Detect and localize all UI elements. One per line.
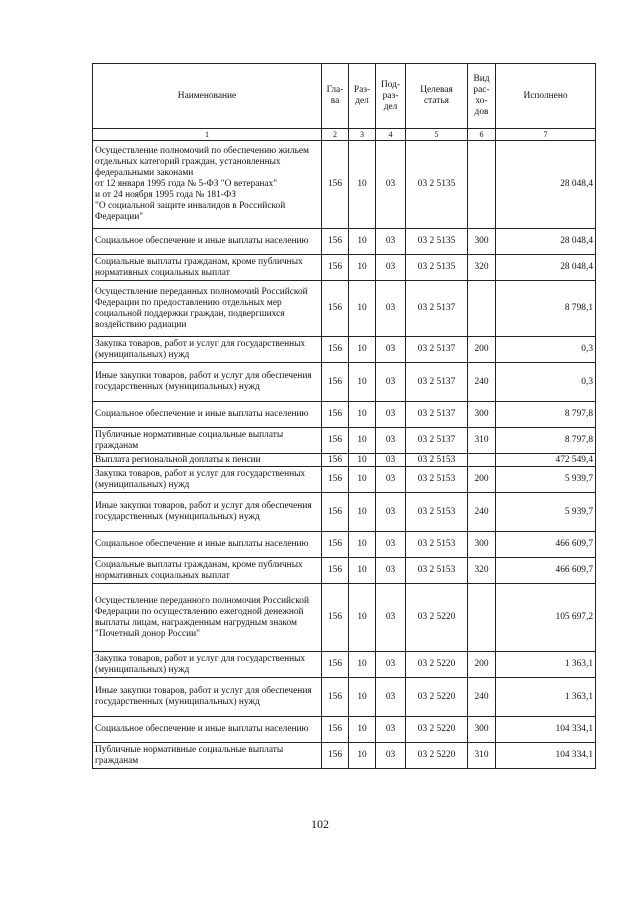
table-row	[93, 428, 596, 454]
cell-celevaya: 03 2 5153	[406, 493, 468, 532]
cell-razdel: 10	[349, 584, 376, 652]
cell-celevaya: 03 2 5135	[406, 229, 468, 255]
table-row	[93, 584, 596, 652]
header-row	[93, 64, 596, 129]
cell-name: Социальные выплаты гражданам, кроме публичных нормативных социальных выплат	[93, 558, 322, 584]
page-number: 102	[311, 817, 329, 831]
cell-ispolneno: 104 334,1	[496, 717, 596, 743]
header-ispolneno: Исполнено	[496, 64, 596, 129]
cell-vid: 200	[468, 337, 496, 363]
cell-celevaya: 03 2 5220	[406, 584, 468, 652]
header-razdel: Раз- дел	[349, 64, 376, 129]
cell-ispolneno: 1 363,1	[496, 652, 596, 678]
cell-razdel: 10	[349, 717, 376, 743]
cell-name: Осуществление переданного полномочия Российской Федерации по осуществлению ежегодной денежной выплаты лицам, награжденным нагрудным знаком "Почетный донор России"	[93, 584, 322, 652]
cell-razdel: 10	[349, 229, 376, 255]
cell-vid: 200	[468, 467, 496, 493]
cell-celevaya: 03 2 5220	[406, 652, 468, 678]
cell-ispolneno: 28 048,4	[496, 141, 596, 229]
cell-ispolneno: 8 797,8	[496, 428, 596, 454]
column-number: 2	[322, 129, 349, 141]
cell-vid: 200	[468, 652, 496, 678]
cell-name: Закупка товаров, работ и услуг для государственных (муниципальных) нужд	[93, 652, 322, 678]
cell-podrazdel: 03	[376, 428, 406, 454]
cell-razdel: 10	[349, 281, 376, 337]
cell-glava: 156	[322, 558, 349, 584]
cell-glava: 156	[322, 229, 349, 255]
table-row	[93, 363, 596, 402]
table-row	[93, 402, 596, 428]
cell-ispolneno: 8 798,1	[496, 281, 596, 337]
cell-podrazdel: 03	[376, 493, 406, 532]
table-row	[93, 255, 596, 281]
cell-razdel: 10	[349, 255, 376, 281]
cell-ispolneno: 466 609,7	[496, 558, 596, 584]
cell-name: Социальное обеспечение и иные выплаты населению	[93, 229, 322, 255]
cell-vid: 300	[468, 402, 496, 428]
cell-podrazdel: 03	[376, 141, 406, 229]
cell-celevaya: 03 2 5220	[406, 743, 468, 769]
cell-razdel: 10	[349, 454, 376, 467]
cell-glava: 156	[322, 743, 349, 769]
cell-ispolneno: 5 939,7	[496, 493, 596, 532]
cell-glava: 156	[322, 402, 349, 428]
table-row	[93, 678, 596, 717]
cell-vid	[468, 141, 496, 229]
cell-name: Социальное обеспечение и иные выплаты населению	[93, 717, 322, 743]
cell-vid: 300	[468, 532, 496, 558]
column-number-row	[93, 129, 596, 141]
table-row	[93, 493, 596, 532]
cell-razdel: 10	[349, 467, 376, 493]
column-number: 1	[93, 129, 322, 141]
cell-celevaya: 03 2 5153	[406, 454, 468, 467]
cell-podrazdel: 03	[376, 678, 406, 717]
cell-glava: 156	[322, 652, 349, 678]
cell-ispolneno: 0,3	[496, 363, 596, 402]
cell-celevaya: 03 2 5153	[406, 558, 468, 584]
cell-vid: 240	[468, 493, 496, 532]
cell-razdel: 10	[349, 428, 376, 454]
column-number: 7	[496, 129, 596, 141]
cell-glava: 156	[322, 467, 349, 493]
cell-ispolneno: 0,3	[496, 337, 596, 363]
cell-vid: 310	[468, 428, 496, 454]
cell-celevaya: 03 2 5220	[406, 678, 468, 717]
cell-vid: 300	[468, 717, 496, 743]
budget-table	[92, 63, 596, 769]
header-glava: Гла- ва	[322, 64, 349, 129]
cell-ispolneno: 28 048,4	[496, 255, 596, 281]
cell-razdel: 10	[349, 493, 376, 532]
cell-podrazdel: 03	[376, 743, 406, 769]
cell-vid: 310	[468, 743, 496, 769]
cell-celevaya: 03 2 5137	[406, 363, 468, 402]
cell-name: Осуществление переданных полномочий Российской Федерации по предоставлению отдельных мер социальной поддержки граждан, подвергшихся воздействию радиации	[93, 281, 322, 337]
cell-ispolneno: 104 334,1	[496, 743, 596, 769]
cell-glava: 156	[322, 255, 349, 281]
cell-glava: 156	[322, 532, 349, 558]
cell-vid	[468, 454, 496, 467]
cell-podrazdel: 03	[376, 454, 406, 467]
cell-name: Социальное обеспечение и иные выплаты населению	[93, 402, 322, 428]
cell-ispolneno: 472 549,4	[496, 454, 596, 467]
cell-podrazdel: 03	[376, 558, 406, 584]
cell-podrazdel: 03	[376, 402, 406, 428]
table-row	[93, 558, 596, 584]
cell-podrazdel: 03	[376, 337, 406, 363]
column-number: 4	[376, 129, 406, 141]
cell-glava: 156	[322, 493, 349, 532]
cell-vid: 320	[468, 558, 496, 584]
table-row	[93, 652, 596, 678]
cell-ispolneno: 1 363,1	[496, 678, 596, 717]
cell-podrazdel: 03	[376, 652, 406, 678]
cell-glava: 156	[322, 678, 349, 717]
cell-vid: 240	[468, 363, 496, 402]
cell-glava: 156	[322, 281, 349, 337]
table-row	[93, 281, 596, 337]
column-number: 3	[349, 129, 376, 141]
cell-podrazdel: 03	[376, 229, 406, 255]
cell-ispolneno: 466 609,7	[496, 532, 596, 558]
table-row	[93, 141, 596, 229]
cell-glava: 156	[322, 454, 349, 467]
cell-razdel: 10	[349, 743, 376, 769]
cell-celevaya: 03 2 5220	[406, 717, 468, 743]
cell-podrazdel: 03	[376, 467, 406, 493]
cell-vid	[468, 584, 496, 652]
cell-razdel: 10	[349, 678, 376, 717]
cell-name: Иные закупки товаров, работ и услуг для обеспечения государственных (муниципальных) нужд	[93, 493, 322, 532]
cell-name: Публичные нормативные социальные выплаты гражданам	[93, 743, 322, 769]
cell-razdel: 10	[349, 532, 376, 558]
cell-razdel: 10	[349, 558, 376, 584]
cell-name: Иные закупки товаров, работ и услуг для обеспечения государственных (муниципальных) нужд	[93, 678, 322, 717]
cell-podrazdel: 03	[376, 363, 406, 402]
cell-name: Иные закупки товаров, работ и услуг для обеспечения государственных (муниципальных) нужд	[93, 363, 322, 402]
cell-name: Социальные выплаты гражданам, кроме публичных нормативных социальных выплат	[93, 255, 322, 281]
cell-podrazdel: 03	[376, 255, 406, 281]
cell-name: Закупка товаров, работ и услуг для государственных (муниципальных) нужд	[93, 337, 322, 363]
header-name: Наименование	[93, 64, 322, 129]
cell-name: Закупка товаров, работ и услуг для государственных (муниципальных) нужд	[93, 467, 322, 493]
cell-podrazdel: 03	[376, 281, 406, 337]
cell-vid: 320	[468, 255, 496, 281]
header-podrazdel: Под- раз- дел	[376, 64, 406, 129]
cell-ispolneno: 105 697,2	[496, 584, 596, 652]
cell-ispolneno: 5 939,7	[496, 467, 596, 493]
cell-ispolneno: 8 797,8	[496, 402, 596, 428]
cell-celevaya: 03 2 5135	[406, 141, 468, 229]
cell-razdel: 10	[349, 141, 376, 229]
cell-celevaya: 03 2 5135	[406, 255, 468, 281]
table-row	[93, 532, 596, 558]
cell-celevaya: 03 2 5153	[406, 532, 468, 558]
cell-vid: 240	[468, 678, 496, 717]
table-row	[93, 467, 596, 493]
header-vid: Вид рас- хо- дов	[468, 64, 496, 129]
cell-glava: 156	[322, 717, 349, 743]
cell-celevaya: 03 2 5137	[406, 428, 468, 454]
cell-vid: 300	[468, 229, 496, 255]
cell-podrazdel: 03	[376, 532, 406, 558]
cell-podrazdel: 03	[376, 717, 406, 743]
cell-podrazdel: 03	[376, 584, 406, 652]
cell-ispolneno: 28 048,4	[496, 229, 596, 255]
table-row	[93, 717, 596, 743]
cell-name: Публичные нормативные социальные выплаты гражданам	[93, 428, 322, 454]
cell-razdel: 10	[349, 652, 376, 678]
cell-name: Выплата региональной доплаты к пенсии	[93, 454, 322, 467]
table-row	[93, 454, 596, 467]
table-row	[93, 229, 596, 255]
cell-name: Социальное обеспечение и иные выплаты населению	[93, 532, 322, 558]
cell-razdel: 10	[349, 337, 376, 363]
table-body	[93, 141, 596, 769]
cell-celevaya: 03 2 5137	[406, 281, 468, 337]
header-celevaya: Целевая статья	[406, 64, 468, 129]
cell-glava: 156	[322, 363, 349, 402]
cell-glava: 156	[322, 584, 349, 652]
cell-razdel: 10	[349, 363, 376, 402]
column-number: 5	[406, 129, 468, 141]
cell-celevaya: 03 2 5153	[406, 467, 468, 493]
cell-name: Осуществление полномочий по обеспечению жильем отдельных категорий граждан, установленных федеральными законами от 12 января 1995 года № 5-ФЗ "О ветеранах" и от 24 ноября 1995 года № 181-ФЗ "О социальной защите инвалидов в Российской Федерации"	[93, 141, 322, 229]
cell-glava: 156	[322, 141, 349, 229]
table-row	[93, 337, 596, 363]
cell-glava: 156	[322, 428, 349, 454]
cell-glava: 156	[322, 337, 349, 363]
cell-vid	[468, 281, 496, 337]
table-row	[93, 743, 596, 769]
cell-razdel: 10	[349, 402, 376, 428]
column-number: 6	[468, 129, 496, 141]
cell-celevaya: 03 2 5137	[406, 402, 468, 428]
cell-celevaya: 03 2 5137	[406, 337, 468, 363]
